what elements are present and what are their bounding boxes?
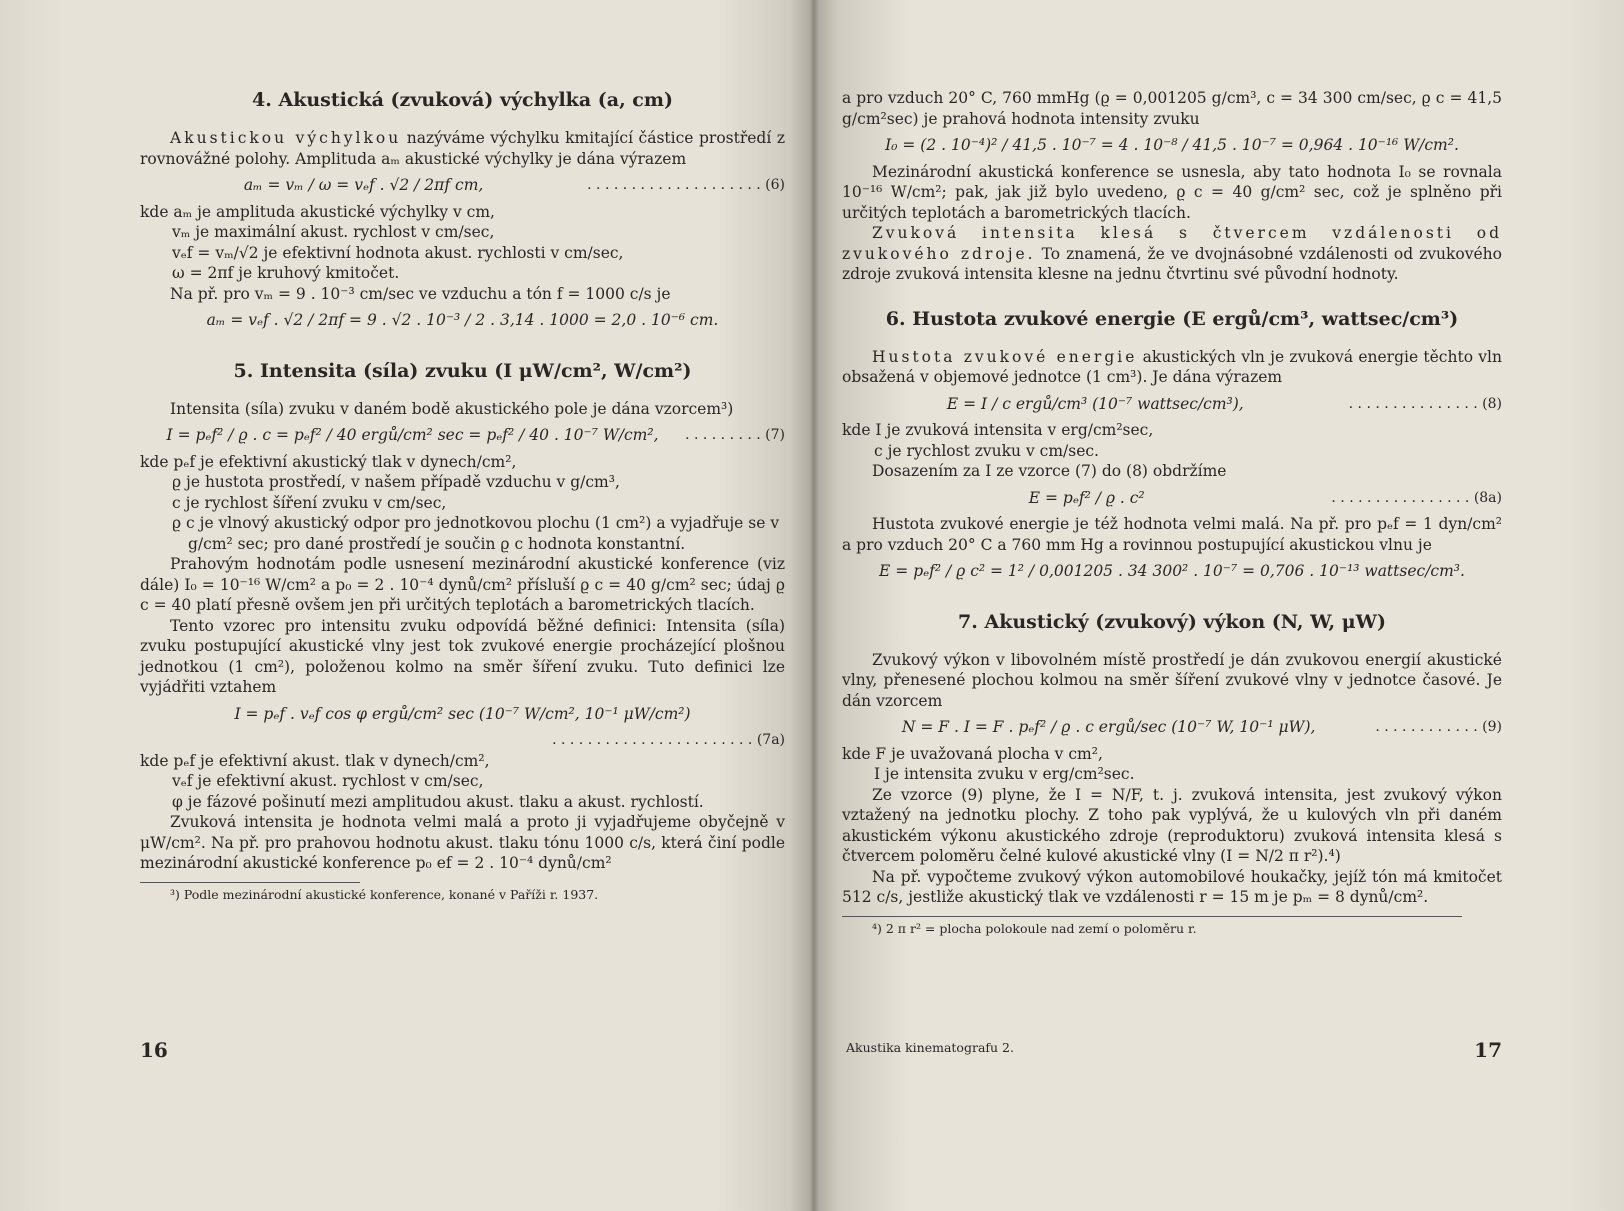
- heading-4: 4. Akustická (zvuková) výchylka (a, cm): [252, 89, 673, 111]
- equation-6-example: E = pₑf² / ϱ c² = 1² / 0,001205 . 34 300² . 10⁻⁷ = 0,706 . 10⁻¹³ wattsec/cm³.: [879, 562, 1465, 580]
- heading-7: 7. Akustický (zvukový) výkon (N, W, μW): [958, 610, 1386, 633]
- footnote-3: ³) Podle mezinárodní akustické konference, konané v Paříži r. 1937.: [170, 886, 599, 902]
- equation-7a: I = pₑf . vₑf cos φ ergů/cm² sec (10⁻⁷ W/cm², 10⁻¹ μW/cm²): [234, 704, 691, 723]
- definitions-5b: kde pₑf je efektivní akust. tlak v dynech/cm², vₑf je efektivní akust. rychlost v cm/sec, φ je fázové pošinutí mezi amplitudou akust. tlaku a akust. rychlostí.: [140, 751, 704, 811]
- heading-6: 6. Hustota zvukové energie (E ergů/cm³, wattsec/cm³): [885, 307, 1459, 330]
- equation-4-example: aₘ = vₑf . √2 / 2πf = 9 . √2 . 10⁻³ / 2 . 3,14 . 1000 = 2,0 . 10⁻⁶ cm.: [206, 311, 719, 329]
- equation-9: N = F . I = F . pₑf² / ϱ . c ergů/sec (10⁻⁷ W, 10⁻¹ μW), . . . . . . . . . . . . (9): [901, 718, 1502, 736]
- paragraph-5c: Tento vzorec pro intensitu zvuku odpovídá běžné definici: Intensita (síla) zvuku postupující akustické vlny jest tok zvukové energie procházející plošnou jednotkou (1 cm²), položenou kolmo na směr šíření zvuku. Tuto definici lze vyjádřiti vztahem: [140, 616, 785, 696]
- paragraph-6c: Hustota zvukové energie je též hodnota velmi malá. Na př. pro pₑf = 1 dyn/cm² a pro vzduch 20° C a 760 mm Hg a rovinnou postupující akustickou vlnu je: [842, 515, 1502, 554]
- equation-7: I = pₑf² / ϱ . c = pₑf² / 40 ergů/cm² sec = pₑf² / 40 . 10⁻⁷ W/cm², . . . . . . . . . (7): [166, 426, 785, 444]
- right-page: [814, 0, 1624, 1211]
- book-gutter: [808, 0, 820, 1211]
- equation-8a: E = pₑf² / ϱ . c² . . . . . . . . . . . . . . . . (8a): [1028, 488, 1502, 507]
- paragraph-continued: a pro vzduch 20° C, 760 mmHg (ϱ = 0,001205 g/cm³, c = 34 300 cm/sec, ϱ c = 41,5 g/cm²sec) je prahová hodnota intensity zvuku: [842, 89, 1502, 128]
- page-number-left: 16: [140, 1038, 168, 1062]
- paragraph-6b: Dosazením za I ze vzorce (7) do (8) obdržíme: [872, 462, 1227, 480]
- paragraph-4a: Akustickou výchylkou nazýváme výchylku kmitající částice prostředí z rovnovážné polohy. Amplituda aₘ akustické výchylky je dána výrazem: [140, 129, 786, 168]
- definitions-7: kde F je uvažovaná plocha v cm², I je intensita zvuku v erg/cm²sec.: [842, 744, 1135, 783]
- footnote-rule: [140, 882, 360, 883]
- right-page-text: [842, 88, 1502, 937]
- definitions-6: kde I je zvuková intensita v erg/cm²sec, c je rychlost zvuku v cm/sec.: [842, 421, 1154, 460]
- paragraph-5a: Intensita (síla) zvuku v daném bodě akustického pole je dána vzorcem³): [170, 399, 734, 418]
- paragraph-conference: Mezinárodní akustická konference se usnesla, aby tato hodnota I₀ se rovnala 10⁻¹⁶ W/cm²; pak, jak již bylo uvedeno, ϱ c = 40 g/cm² sec, což je splněno při určitých teplotách a barometrických tlacích.: [842, 162, 1502, 222]
- footnote-rule-right: [842, 916, 1462, 917]
- paragraph-7c: Na př. vypočteme zvukový výkon automobilové houkačky, jejíž tón má kmitočet 512 c/s, jestliže akustický tlak ve vzdálenosti r = 15 m je pₘ = 8 dynů/cm².: [842, 867, 1502, 906]
- paragraph-6a: Hustota zvukové energie akustických vln je zvuková energie těchto vln obsažená v objemové jednotce (1 cm³). Je dána výrazem: [842, 347, 1502, 386]
- paragraph-7a: Zvukový výkon v libovolném místě prostředí je dán zvukovou energií akustické vlny, přenesené plochou kolmou na směr šíření zvukové vlny v jednotce časové. Je dán vzorcem: [842, 650, 1502, 710]
- paragraph-5b: Prahovým hodnotám podle usnesení mezinárodní akustické konference (viz dále) I₀ = 10⁻¹⁶ W/cm² a p₀ = 2 . 10⁻⁴ dynů/cm² přísluší ϱ c = 40 g/cm² sec; údaj ϱ c = 40 platí přesně ovšem jen při určitých teplotách a barometrických tlacích.: [140, 555, 785, 614]
- signature-line: Akustika kinematografu 2.: [846, 1040, 1014, 1055]
- equation-7a-number: . . . . . . . . . . . . . . . . . . . . . . . (7a): [552, 732, 785, 748]
- paragraph-7b: Ze vzorce (9) plyne, že I = N/F, t. j. zvuková intensita, jest zvukový výkon vztažený na jednotku plochy. Z toho pak vyplývá, že u kulových vln při daném akustickém výkonu akustického zdroje (reproduktoru) zvuková intensita klesá s čtvercem poloměru čelné kulové akustické vlny (I = N/2 π r²).⁴): [842, 785, 1502, 865]
- paragraph-square-law: Zvuková intensita klesá s čtvercem vzdálenosti od zvukového zdroje. To znamená, že ve dvojnásobné vzdálenosti od zvukového zdroje zvuková intensita klesne na jednu čtvrtinu své původní hodnoty.: [842, 224, 1503, 283]
- equation-I0: I₀ = (2 . 10⁻⁴)² / 41,5 . 10⁻⁷ = 4 . 10⁻⁸ / 41,5 . 10⁻⁷ = 0,964 . 10⁻¹⁶ W/cm².: [885, 136, 1459, 154]
- definitions-5: kde pₑf je efektivní akustický tlak v dynech/cm², ϱ je hustota prostředí, v našem případě vzduchu v g/cm³, c je rychlost šíření zvuku v cm/sec, ϱ c je vlnový akustický odpor pro jednotkovou plochu (1 cm²) a vyjadřuje se v g/cm² sec; pro dané prostředí je součin ϱ c hodnota konstantní.: [140, 452, 780, 553]
- equation-6: aₘ = vₘ / ω = vₑf . √2 / 2πf cm, . . . . . . . . . . . . . . . . . . . . (6): [243, 176, 785, 194]
- footnote-4: ⁴) 2 π r² = plocha polokoule nad zemí o poloměru r.: [872, 920, 1197, 936]
- left-page-text: [140, 88, 785, 903]
- heading-5: 5. Intensita (síla) zvuku (I μW/cm², W/cm²): [233, 359, 692, 382]
- definitions-4: kde aₘ je amplituda akustické výchylky v cm, vₘ je maximální akust. rychlost v cm/sec, vₑf = vₘ/√2 je efektivní hodnota akust. rychlosti v cm/sec, ω = 2πf je kruhový kmitočet.: [140, 202, 624, 282]
- page-number-right: 17: [1474, 1038, 1502, 1062]
- equation-8: E = I / c ergů/cm³ (10⁻⁷ wattsec/cm³), . . . . . . . . . . . . . . . (8): [946, 394, 1502, 413]
- paragraph-5d: Zvuková intensita je hodnota velmi malá a proto ji vyjadřujeme obyčejně v μW/cm². Na př. pro prahovou hodnotu akust. tlaku tónu 1000 c/s, která činí podle mezinárodní akustické konference p₀ ef = 2 . 10⁻⁴ dynů/cm²: [140, 813, 785, 872]
- paragraph-4b: Na př. pro vₘ = 9 . 10⁻³ cm/sec ve vzduchu a tón f = 1000 c/s je: [170, 284, 671, 303]
